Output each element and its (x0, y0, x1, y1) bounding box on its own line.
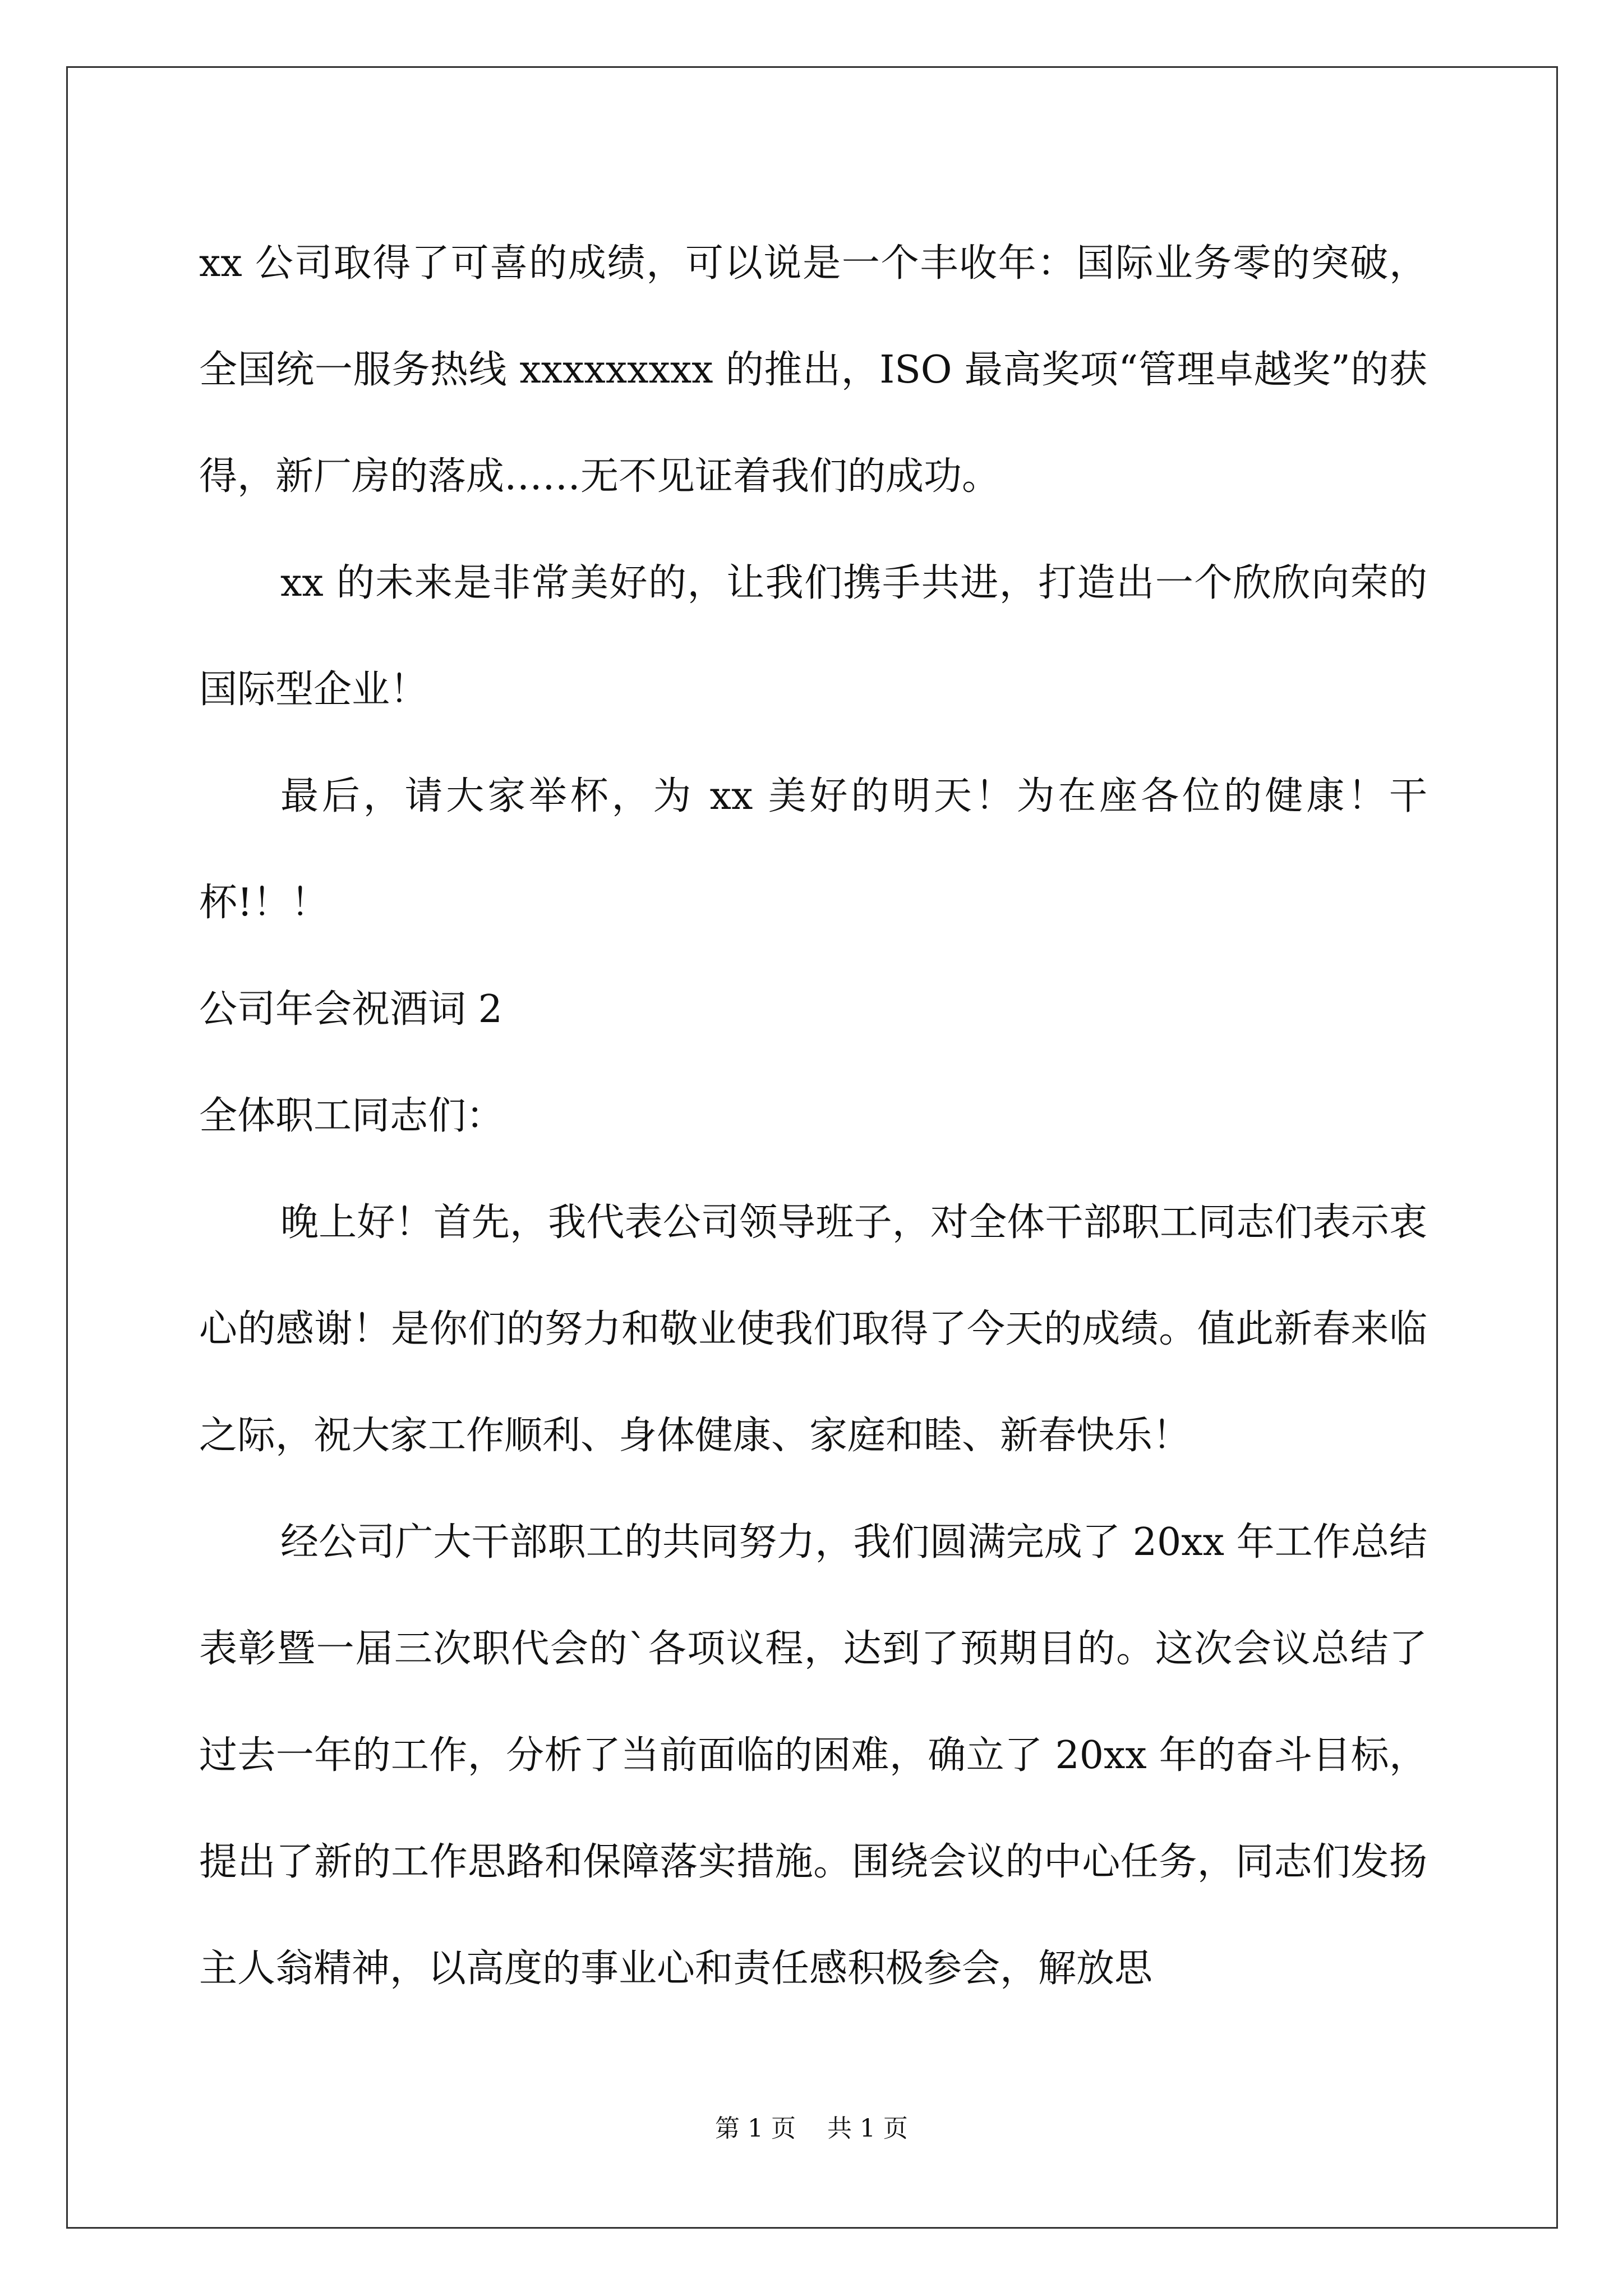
page-footer (0, 2112, 1623, 2146)
paragraph-2: xx 的未来是非常美好的，让我们携手共进，打造出一个欣欣向荣的国际型企业！ (199, 561, 1427, 712)
section-heading: 公司年会祝酒词 2 (199, 987, 502, 1032)
paragraph-6: 晚上好！首先，我代表公司领导班子，对全体干部职工同志们表示衷心的感谢！是你们的努力和敬业使我们取得了今天的成绩。值此新春来临之际，祝大家工作顺利、身体健康、家庭和睦、新春快乐！ (199, 1200, 1427, 1458)
paragraph-7: 经公司广大干部职工的共同努力，我们圆满完成了 20xx 年工作总结表彰暨一届三次职代会的`各项议程，达到了预期目的。这次会议总结了过去一年的工作，分析了当前面临的困难，确立了 20xx 年的奋斗目标，提出了新的工作思路和保障落实措施。围绕会议的中心任务，同志们发扬主人翁精神，以高度的事业心和责任感积极参会，解放思 (199, 1520, 1427, 1991)
paragraph-1: xx 公司取得了可喜的成绩，可以说是一个丰收年：国际业务零的突破，全国统一服务热线 xxxxxxxxx 的推出，ISO 最高奖项“管理卓越奖”的获得，新厂房的落成……无不见证着我们的成功。 (199, 241, 1427, 499)
paragraph-3: 最后，请大家举杯，为 xx 美好的明天！为在座各位的健康！干杯!！！ (199, 774, 1427, 925)
document-body (199, 210, 1427, 2022)
salutation: 全体职工同志们： (199, 1094, 505, 1138)
page-number-label: 第 1 页 共 1 页 (715, 2114, 908, 2143)
